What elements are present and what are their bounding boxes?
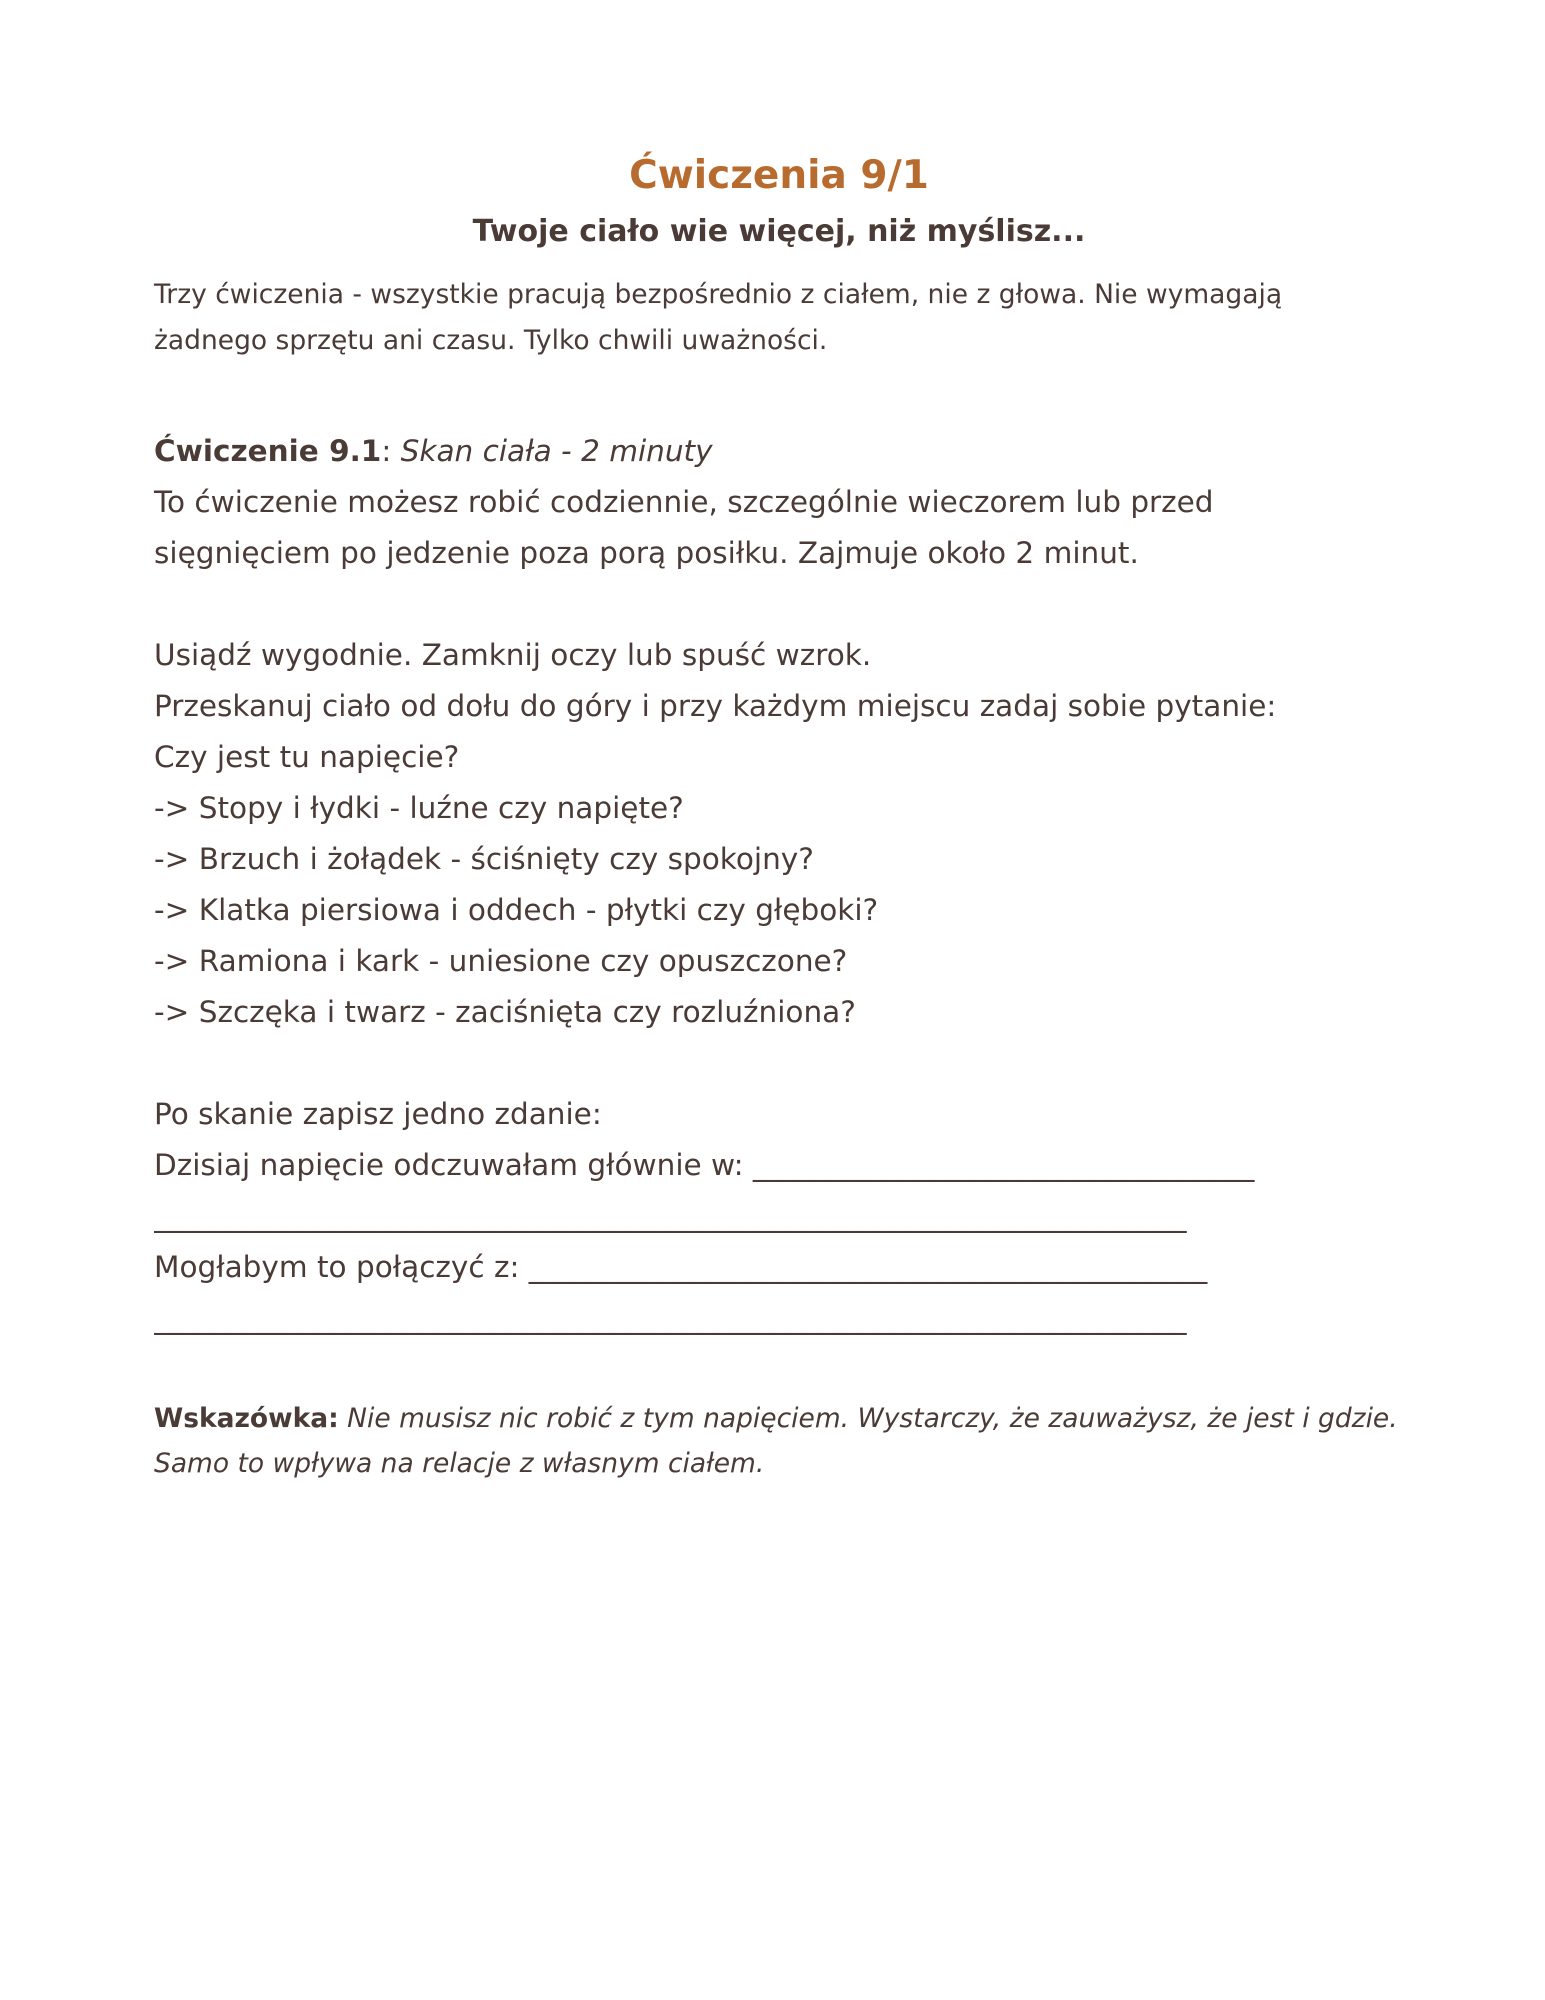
exercise-description: To ćwiczenie możesz robić codziennie, szczególnie wieczorem lub przed <box>154 485 1214 519</box>
hint-line <box>154 1441 1404 1486</box>
hint-box <box>154 1396 1404 1486</box>
hint-line <box>154 1396 1404 1441</box>
answer-prompt: Dzisiaj napięcie odczuwałam głównie w: <box>154 1148 753 1182</box>
hint-label: Wskazówka: <box>154 1403 339 1434</box>
hint-text: Nie musisz nic robić z tym napięciem. Wystarczy, że zauważysz, że jest i gdzie. <box>338 1403 1398 1434</box>
exercise-step: Usiądź wygodnie. Zamknij oczy lub spuść wzrok. <box>154 638 872 672</box>
worksheet-page <box>154 148 1404 1486</box>
page-title: Ćwiczenia 9/1 <box>629 153 929 198</box>
list-item: -> Brzuch i żołądek - ściśnięty czy spokojny? <box>154 842 814 876</box>
write-intro: Po skanie zapisz jedno zdanie: <box>154 1097 602 1131</box>
hint-text: Samo to wpływa na relacje z własnym ciałem. <box>154 1448 765 1479</box>
answer-line-2[interactable]: Mogłabym to połączyć z: ______________________________________________ <box>154 1250 1208 1284</box>
list-item: -> Stopy i łydki - luźne czy napięte? <box>154 791 684 825</box>
list-item: -> Klatka piersiowa i oddech - płytki czy głęboki? <box>154 893 879 927</box>
exercise-description: sięgnięciem po jedzenie poza porą posiłku. Zajmuje około 2 minut. <box>154 536 1139 570</box>
page-subtitle: Twoje ciało wie więcej, niż myślisz... <box>472 214 1086 249</box>
answer-line-1-continued[interactable]: ______________________________________________________________________ <box>154 1199 1187 1233</box>
answer-line-1[interactable]: Dzisiaj napięcie odczuwałam głównie w: __________________________________ <box>154 1148 1255 1182</box>
intro-line: żadnego sprzętu ani czasu. Tylko chwili uważności. <box>154 325 828 356</box>
intro-paragraph <box>154 272 1404 364</box>
exercise-step: Czy jest tu napięcie? <box>154 740 460 774</box>
list-item: -> Szczęka i twarz - zaciśnięta czy rozluźniona? <box>154 995 856 1029</box>
exercise-step: Przeskanuj ciało od dołu do góry i przy każdym miejscu zadaj sobie pytanie: <box>154 689 1277 723</box>
intro-line: Trzy ćwiczenia - wszystkie pracują bezpośrednio z ciałem, nie z głowa. Nie wymagają <box>154 279 1283 310</box>
list-item: -> Ramiona i kark - uniesione czy opuszczone? <box>154 944 848 978</box>
exercise-separator: : <box>381 434 401 468</box>
exercise-name: Skan ciała - 2 minuty <box>400 434 713 468</box>
answer-prompt: Mogłabym to połączyć z: <box>154 1250 529 1284</box>
exercise-heading <box>154 426 1404 477</box>
answer-line-2-continued[interactable]: ______________________________________________________________________ <box>154 1301 1187 1335</box>
exercise-label: Ćwiczenie 9.1 <box>154 434 382 468</box>
exercise-section <box>154 426 1404 1344</box>
